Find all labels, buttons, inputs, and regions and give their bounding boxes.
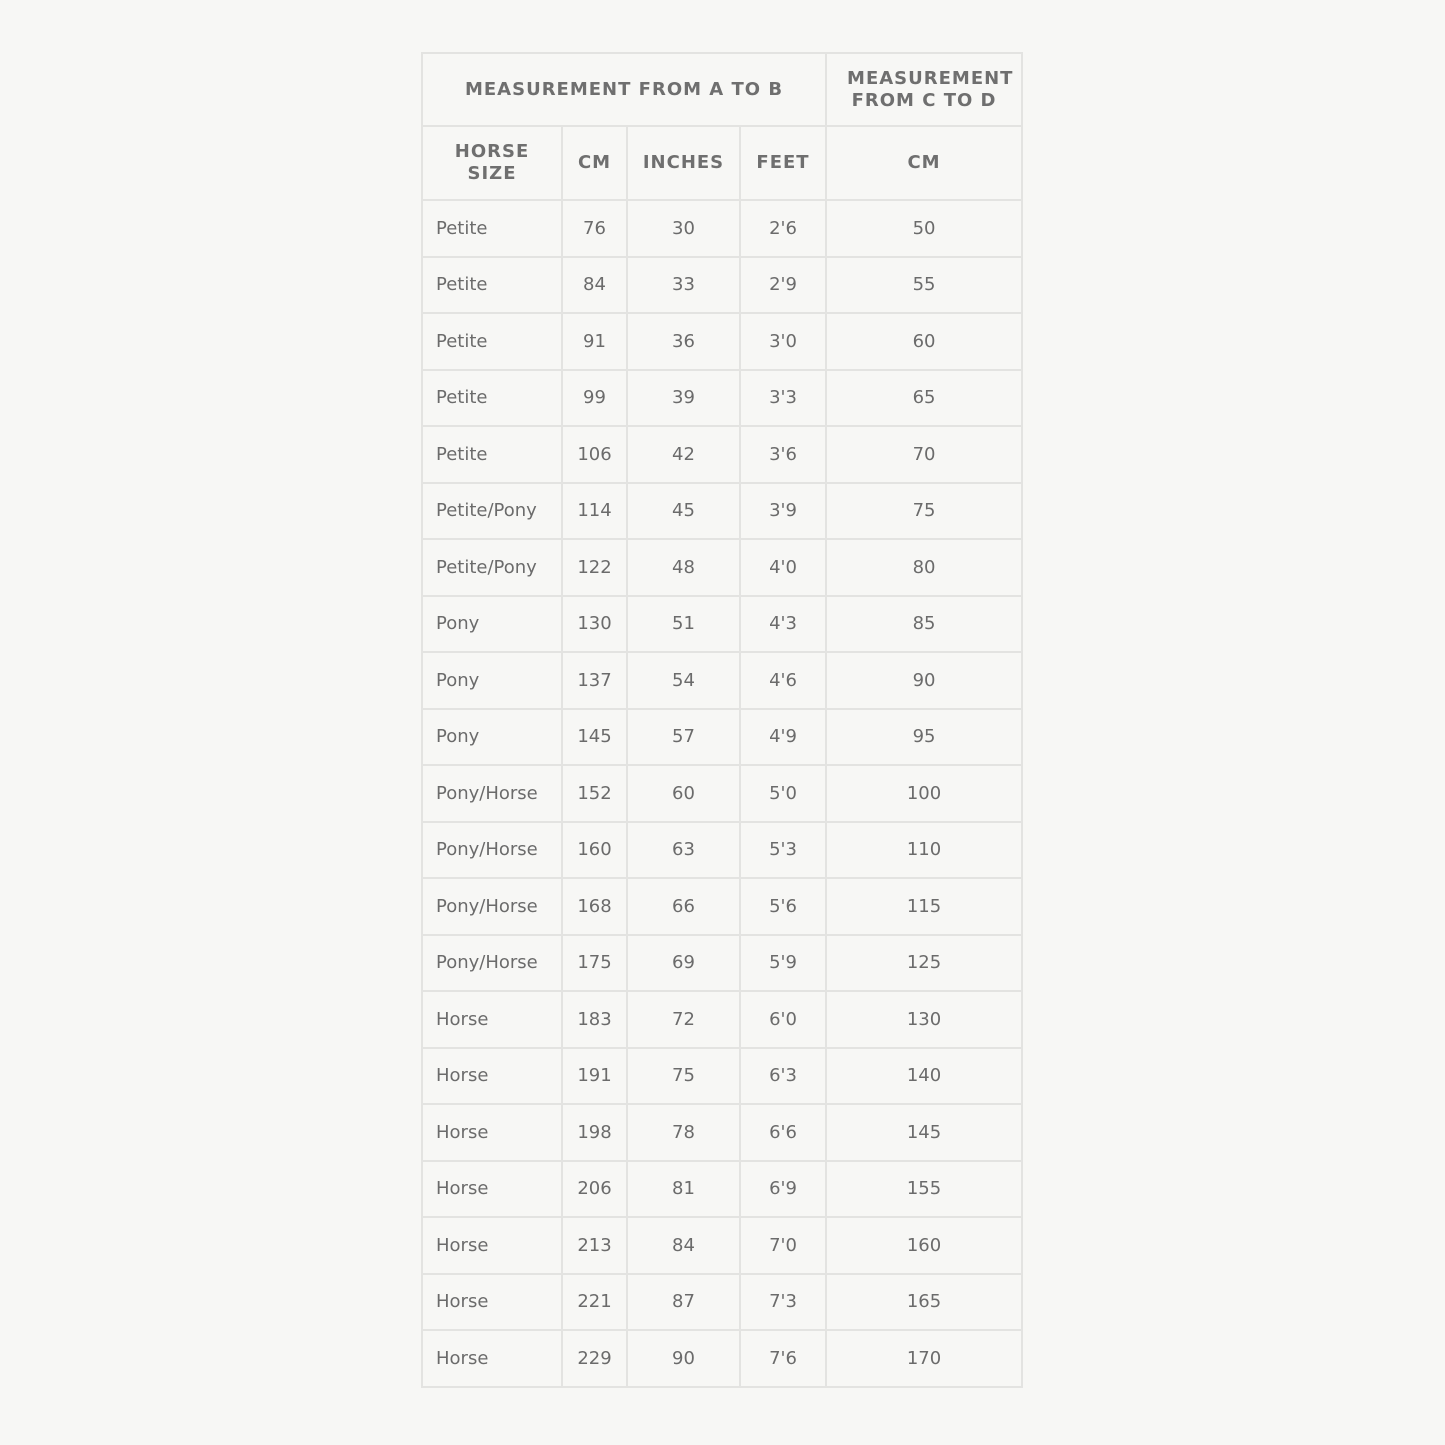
cm-cell: 221 [562, 1274, 627, 1331]
inches-cell: 69 [627, 935, 740, 992]
table-row [422, 483, 1022, 540]
cm-cell: 84 [562, 257, 627, 314]
table-row [422, 822, 1022, 879]
table-row [422, 1161, 1022, 1218]
cd-cm-cell: 115 [826, 878, 1022, 935]
cd-cm-cell: 85 [826, 596, 1022, 653]
column-header-horse-size: HORSE SIZE [422, 126, 562, 200]
cd-cm-cell: 110 [826, 822, 1022, 879]
table-row [422, 1274, 1022, 1331]
horse-size-cell: Petite [422, 313, 562, 370]
inches-cell: 75 [627, 1048, 740, 1105]
cd-cm-cell: 130 [826, 991, 1022, 1048]
group-header-a-to-b: MEASUREMENT FROM A TO B [422, 53, 826, 126]
feet-cell: 3'3 [740, 370, 826, 427]
feet-cell: 7'0 [740, 1217, 826, 1274]
horse-size-cell: Horse [422, 1274, 562, 1331]
feet-cell: 3'6 [740, 426, 826, 483]
inches-cell: 90 [627, 1330, 740, 1387]
inches-cell: 84 [627, 1217, 740, 1274]
cm-cell: 168 [562, 878, 627, 935]
table-row [422, 878, 1022, 935]
cm-cell: 122 [562, 539, 627, 596]
cm-cell: 175 [562, 935, 627, 992]
inches-cell: 57 [627, 709, 740, 766]
column-header-feet: FEET [740, 126, 826, 200]
feet-cell: 2'9 [740, 257, 826, 314]
table-row [422, 313, 1022, 370]
cd-cm-cell: 100 [826, 765, 1022, 822]
cm-cell: 137 [562, 652, 627, 709]
column-header-row [422, 126, 1022, 200]
horse-size-cell: Pony [422, 596, 562, 653]
horse-size-cell: Horse [422, 1104, 562, 1161]
inches-cell: 72 [627, 991, 740, 1048]
horse-size-cell: Petite [422, 370, 562, 427]
horse-size-cell: Petite [422, 257, 562, 314]
cd-cm-cell: 70 [826, 426, 1022, 483]
table-row [422, 539, 1022, 596]
cm-cell: 198 [562, 1104, 627, 1161]
table-row [422, 1104, 1022, 1161]
cd-cm-cell: 60 [826, 313, 1022, 370]
cm-cell: 76 [562, 200, 627, 257]
inches-cell: 30 [627, 200, 740, 257]
horse-size-cell: Horse [422, 1161, 562, 1218]
feet-cell: 7'6 [740, 1330, 826, 1387]
horse-size-cell: Pony/Horse [422, 935, 562, 992]
horse-size-cell: Petite [422, 200, 562, 257]
inches-cell: 87 [627, 1274, 740, 1331]
table-row [422, 1217, 1022, 1274]
cm-cell: 130 [562, 596, 627, 653]
cm-cell: 145 [562, 709, 627, 766]
feet-cell: 5'3 [740, 822, 826, 879]
column-header-cd-cm: CM [826, 126, 1022, 200]
horse-size-cell: Pony/Horse [422, 765, 562, 822]
cd-cm-cell: 160 [826, 1217, 1022, 1274]
table-row [422, 370, 1022, 427]
cm-cell: 206 [562, 1161, 627, 1218]
table-row [422, 709, 1022, 766]
inches-cell: 45 [627, 483, 740, 540]
cm-cell: 91 [562, 313, 627, 370]
table-row [422, 652, 1022, 709]
table-row [422, 1048, 1022, 1105]
feet-cell: 3'0 [740, 313, 826, 370]
cm-cell: 213 [562, 1217, 627, 1274]
inches-cell: 66 [627, 878, 740, 935]
cd-cm-cell: 50 [826, 200, 1022, 257]
cm-cell: 114 [562, 483, 627, 540]
table-row [422, 257, 1022, 314]
horse-size-cell: Horse [422, 1048, 562, 1105]
table-body [422, 200, 1022, 1387]
feet-cell: 6'6 [740, 1104, 826, 1161]
cd-cm-cell: 125 [826, 935, 1022, 992]
cm-cell: 99 [562, 370, 627, 427]
feet-cell: 4'9 [740, 709, 826, 766]
inches-cell: 39 [627, 370, 740, 427]
cd-cm-cell: 80 [826, 539, 1022, 596]
inches-cell: 78 [627, 1104, 740, 1161]
cm-cell: 229 [562, 1330, 627, 1387]
cm-cell: 183 [562, 991, 627, 1048]
table-row [422, 200, 1022, 257]
table-row [422, 935, 1022, 992]
table-row [422, 596, 1022, 653]
column-header-inches: INCHES [627, 126, 740, 200]
inches-cell: 81 [627, 1161, 740, 1218]
inches-cell: 36 [627, 313, 740, 370]
feet-cell: 4'6 [740, 652, 826, 709]
feet-cell: 7'3 [740, 1274, 826, 1331]
feet-cell: 5'0 [740, 765, 826, 822]
inches-cell: 54 [627, 652, 740, 709]
table-row [422, 991, 1022, 1048]
size-chart-table [421, 52, 1023, 1388]
cd-cm-cell: 155 [826, 1161, 1022, 1218]
feet-cell: 6'0 [740, 991, 826, 1048]
feet-cell: 6'9 [740, 1161, 826, 1218]
table-row [422, 765, 1022, 822]
horse-size-cell: Horse [422, 1217, 562, 1274]
horse-size-cell: Pony [422, 652, 562, 709]
cm-cell: 106 [562, 426, 627, 483]
cd-cm-cell: 95 [826, 709, 1022, 766]
group-header-c-to-d: MEASUREMENT FROM C TO D [826, 53, 1022, 126]
feet-cell: 5'9 [740, 935, 826, 992]
cd-cm-cell: 140 [826, 1048, 1022, 1105]
column-header-cm: CM [562, 126, 627, 200]
horse-size-cell: Petite [422, 426, 562, 483]
cd-cm-cell: 145 [826, 1104, 1022, 1161]
inches-cell: 48 [627, 539, 740, 596]
inches-cell: 60 [627, 765, 740, 822]
table-row [422, 1330, 1022, 1387]
horse-size-cell: Pony [422, 709, 562, 766]
feet-cell: 5'6 [740, 878, 826, 935]
cd-cm-cell: 55 [826, 257, 1022, 314]
inches-cell: 63 [627, 822, 740, 879]
feet-cell: 2'6 [740, 200, 826, 257]
horse-size-cell: Pony/Horse [422, 822, 562, 879]
feet-cell: 4'3 [740, 596, 826, 653]
cd-cm-cell: 90 [826, 652, 1022, 709]
feet-cell: 6'3 [740, 1048, 826, 1105]
feet-cell: 3'9 [740, 483, 826, 540]
cd-cm-cell: 75 [826, 483, 1022, 540]
horse-size-cell: Pony/Horse [422, 878, 562, 935]
inches-cell: 51 [627, 596, 740, 653]
inches-cell: 33 [627, 257, 740, 314]
horse-size-cell: Petite/Pony [422, 539, 562, 596]
cd-cm-cell: 65 [826, 370, 1022, 427]
group-header-row [422, 53, 1022, 126]
feet-cell: 4'0 [740, 539, 826, 596]
table-row [422, 426, 1022, 483]
horse-size-cell: Horse [422, 1330, 562, 1387]
cm-cell: 160 [562, 822, 627, 879]
cd-cm-cell: 165 [826, 1274, 1022, 1331]
cd-cm-cell: 170 [826, 1330, 1022, 1387]
inches-cell: 42 [627, 426, 740, 483]
cm-cell: 191 [562, 1048, 627, 1105]
horse-size-cell: Petite/Pony [422, 483, 562, 540]
table-header [422, 53, 1022, 200]
cm-cell: 152 [562, 765, 627, 822]
horse-size-cell: Horse [422, 991, 562, 1048]
